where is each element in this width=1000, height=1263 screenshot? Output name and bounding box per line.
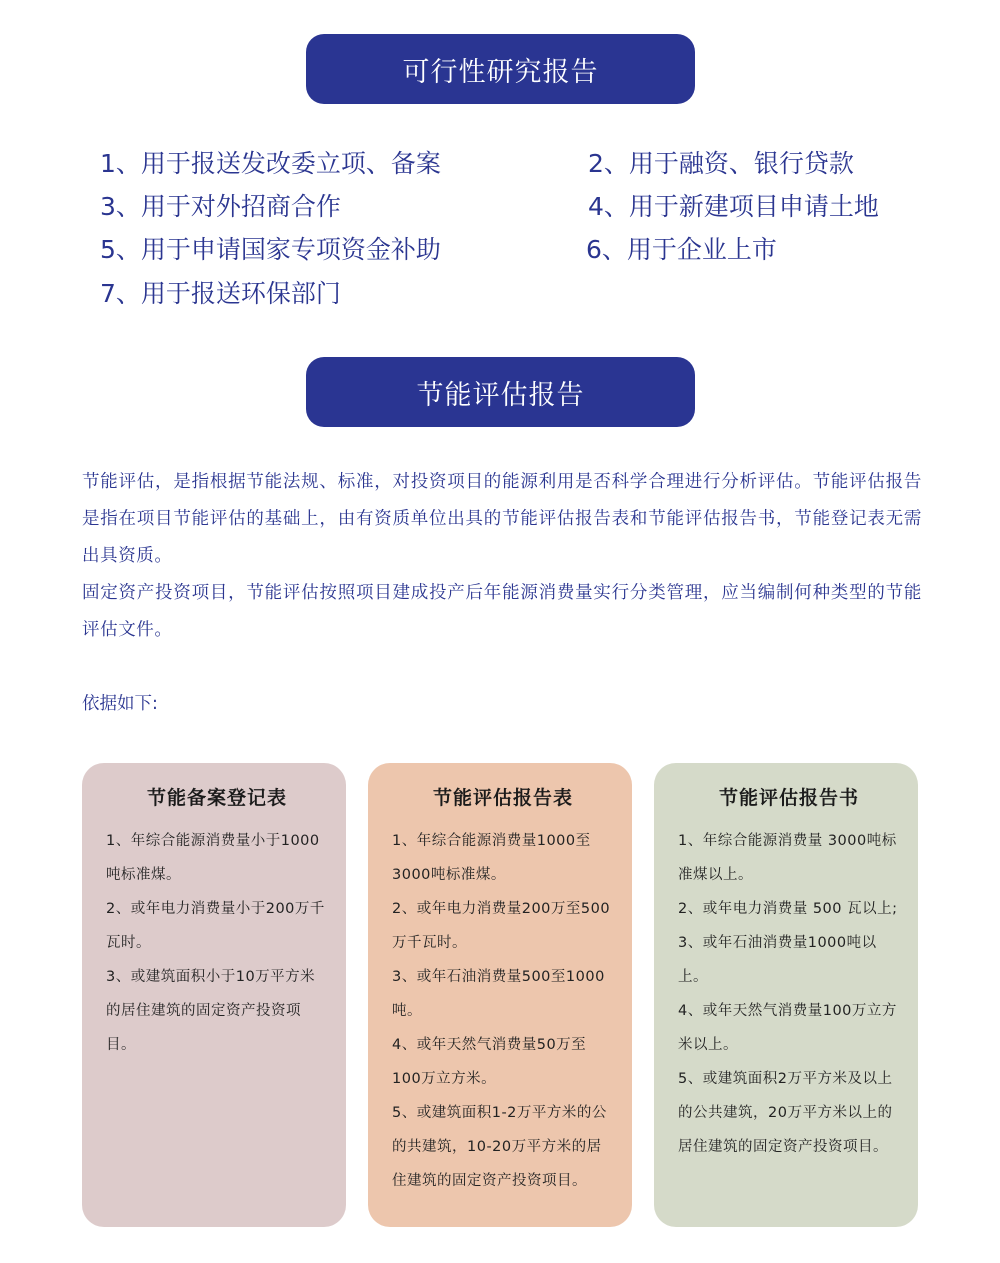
card-assessment-book [654, 763, 918, 1227]
list-item: 1、用于报送发改委立项、备案 [100, 149, 441, 178]
list-item: 7、用于报送环保部门 [100, 279, 341, 308]
card-filing-form [82, 763, 346, 1227]
list-item: 2、用于融资、银行贷款 [588, 149, 854, 178]
feasibility-report-title: 可行性研究报告 [306, 34, 695, 104]
card-item: 4、或年天然气消费量50万至100万立方米。 [392, 1037, 587, 1087]
card-item: 5、或建筑面积2万平方米及以上的公共建筑，20万平方米以上的居住建筑的固定资产投资项目。 [678, 1071, 893, 1155]
card-item: 2、或年电力消费量200万至500万千瓦时。 [392, 901, 611, 951]
card-item: 3、或年石油消费量500至1000吨。 [392, 969, 605, 1019]
card-item: 2、或年电力消费量小于200万千瓦时。 [106, 901, 325, 951]
card-title: 节能备案登记表 [146, 787, 287, 809]
card-item: 1、年综合能源消费量小于1000吨标准煤。 [106, 833, 320, 883]
card-item: 2、或年电力消费量 500 瓦以上; [678, 901, 898, 917]
card-item: 1、年综合能源消费量 3000吨标准煤以上。 [678, 833, 897, 883]
card-assessment-form [368, 763, 632, 1227]
card-item: 4、或年天然气消费量100万立方米以上。 [678, 1003, 897, 1053]
card-item: 3、或建筑面积小于10万平方米的居住建筑的固定资产投资项目。 [106, 969, 316, 1053]
energy-assessment-intro [82, 464, 922, 649]
list-item: 4、用于新建项目申请土地 [588, 192, 879, 221]
card-item: 1、年综合能源消费量1000至3000吨标准煤。 [392, 833, 591, 883]
feasibility-uses-list [0, 140, 1000, 310]
energy-assessment-title: 节能评估报告 [306, 357, 695, 427]
card-title: 节能评估报告表 [432, 787, 573, 809]
card-title: 节能评估报告书 [718, 787, 859, 809]
intro-paragraph: 节能评估，是指根据节能法规、标准，对投资项目的能源利用是否科学合理进行分析评估。节能评估报告是指在项目节能评估的基础上，由有资质单位出具的节能评估报告表和节能评估报告书，节能登记表无需出具资质。 [82, 472, 922, 566]
basis-label: 依据如下: [82, 694, 158, 714]
intro-paragraph: 固定资产投资项目，节能评估按照项目建成投产后年能源消费量实行分类管理，应当编制何种类型的节能评估文件。 [82, 583, 922, 640]
list-item: 3、用于对外招商合作 [100, 192, 341, 221]
card-item: 3、或年石油消费量1000吨以上。 [678, 935, 877, 985]
list-item: 6、用于企业上市 [586, 235, 777, 264]
list-item: 5、用于申请国家专项资金补助 [100, 235, 441, 264]
card-item: 5、或建筑面积1-2万平方米的公的共建筑，10-20万平方米的居住建筑的固定资产投资项目。 [392, 1105, 607, 1189]
